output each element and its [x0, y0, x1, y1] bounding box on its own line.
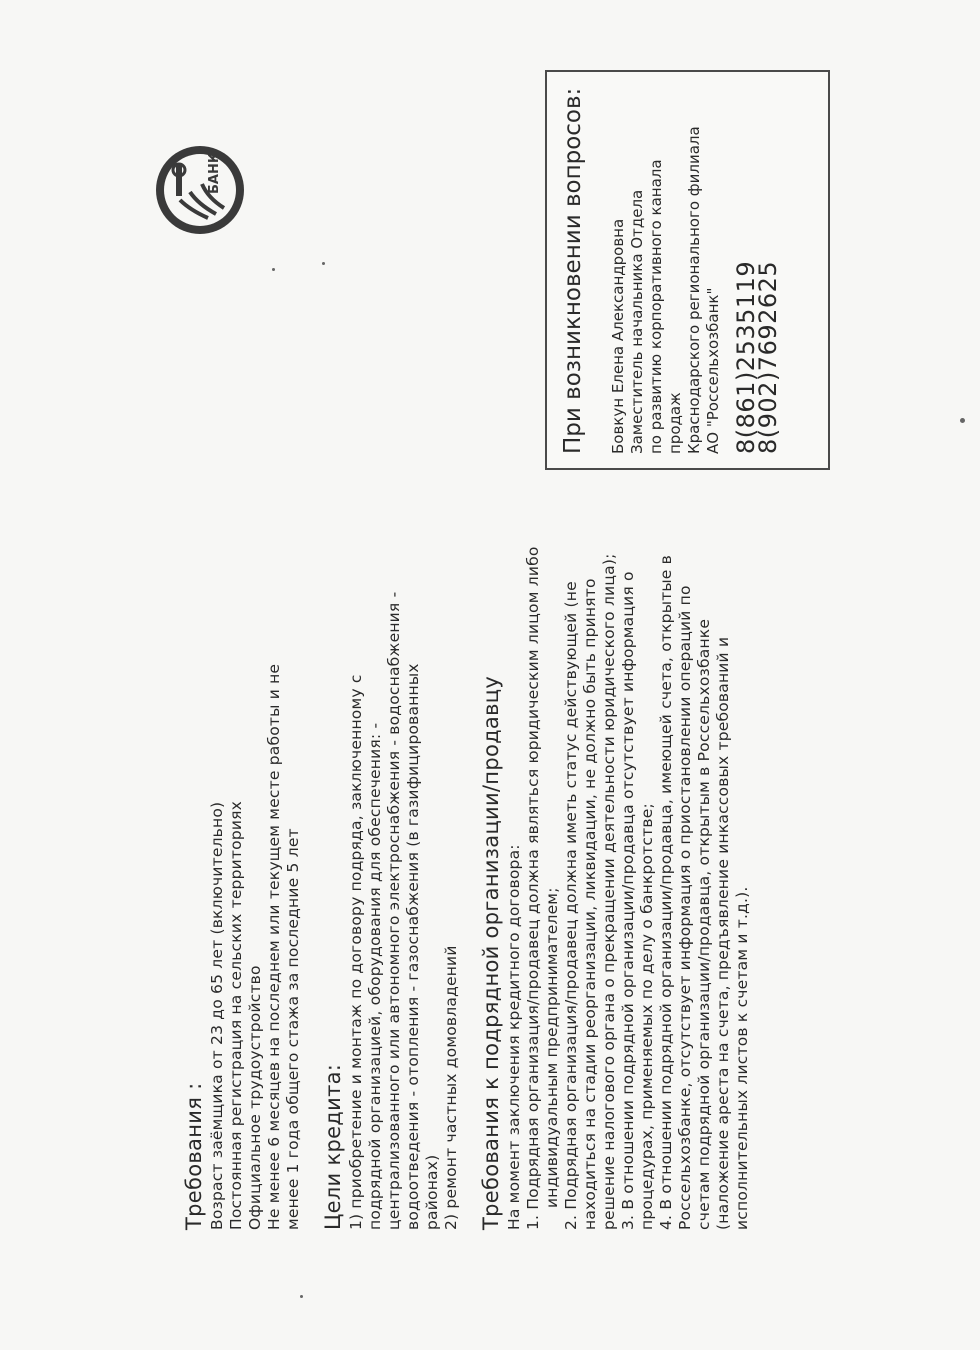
requirements-heading: Требования :	[182, 1082, 206, 1230]
contact-phone: 8(861)2535119	[732, 260, 760, 454]
contractor-line: (наложение ареста на счета, предъявление инкассовых требований и	[714, 636, 732, 1230]
contractor-line: процедурах, применяемых по делу о банкротстве;	[638, 803, 656, 1230]
bank-logo-icon	[150, 140, 250, 240]
requirement-line: Официальное трудоустройство	[246, 965, 264, 1230]
contractor-line: 4. В отношении подрядной организации/продавца, имеющей счета, открытые в	[657, 554, 675, 1230]
contractor-line: решение налогового органа о прекращении деятельности юридического лица);	[600, 553, 618, 1230]
contact-box	[545, 70, 830, 470]
requirement-line: Не менее 6 месяцев на последнем или текущем месте работы и не	[265, 663, 283, 1230]
contractor-line: 2. Подрядная организация/продавец должна иметь статус действующей (не	[562, 581, 580, 1230]
contractor-line: индивидуальным предпринимателем;	[543, 887, 561, 1208]
contractor-intro: На момент заключения кредитного договора:	[505, 844, 523, 1230]
contact-position-line: Заместитель начальника Отдела	[628, 189, 646, 454]
contact-name: Бовкун Елена Александровна	[609, 218, 627, 454]
contact-phone: 8(902)7692625	[754, 260, 782, 454]
contractor-line: 3. В отношении подрядной организации/продавца отсутствует информация о	[619, 571, 637, 1230]
logo-text: БАНК	[207, 152, 222, 194]
goals-line: 1) приобретение и монтаж по договору подряда, заключенному с	[347, 674, 365, 1230]
contractor-line: счетам подрядной организации/продавца, открытым в Россельхозбанке	[695, 618, 713, 1230]
requirement-line: менее 1 года общего стажа за последние 5 лет	[284, 828, 302, 1230]
requirement-line: Постоянная регистрация на сельских территориях	[227, 800, 245, 1230]
goals-section	[321, 120, 461, 1230]
requirements-section	[182, 120, 303, 1230]
contact-heading: При возникновении вопросов:	[560, 87, 586, 454]
contact-position-line: продаж	[666, 392, 684, 454]
contact-position-line: АО "Россельхозбанк"	[704, 287, 722, 454]
contractor-line: исполнительных листов к счетам и т.д.).	[733, 886, 751, 1230]
contact-position-line: Краснодарского регионального филиала	[685, 126, 703, 454]
contractor-line: Россельхозбанке, отсутствует информация о приостановлении операций по	[676, 585, 694, 1230]
contact-position-line: по развитию корпоративного канала	[647, 159, 665, 454]
goals-line: 2) ремонт частных домовладений	[442, 945, 460, 1230]
goals-line: подрядной организацией, оборудования для обеспечения: -	[366, 722, 384, 1230]
contractor-heading: Требования к подрядной организации/продавцу	[479, 675, 503, 1230]
goals-heading: Цели кредита:	[321, 1063, 345, 1230]
contractor-line: 1. Подрядная организация/продавец должна являться юридическим лицом либо	[524, 546, 542, 1230]
goals-line: централизованного или автономного электроснабжения - водоснабжения -	[385, 591, 403, 1230]
contractor-line: находиться на стадии реорганизации, ликвидации, не должно быть принято	[581, 578, 599, 1230]
goals-line: водоотведения - отопления - газоснабжения (в газифицированных	[404, 663, 422, 1230]
goals-line: районах)	[423, 1154, 441, 1230]
requirement-line: Возраст заёмщика от 23 до 65 лет (включительно)	[208, 801, 226, 1230]
